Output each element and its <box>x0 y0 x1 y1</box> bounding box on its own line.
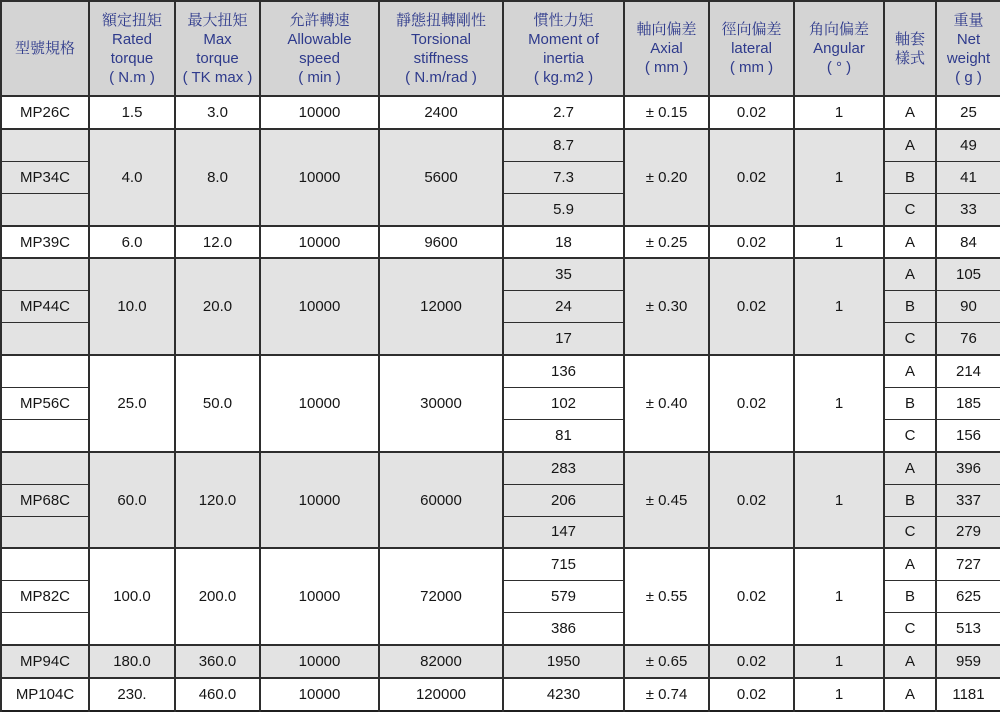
col-header-angular-line: ( ° ) <box>826 59 852 76</box>
angular-deviation-cell: 1 <box>794 355 884 452</box>
net-weight-cell: 185 <box>936 388 1000 420</box>
net-weight-cell: 49 <box>936 129 1000 161</box>
col-header-stiffness-line: Torsional <box>410 30 472 48</box>
rated-torque-cell: 60.0 <box>89 452 175 549</box>
moment-of-inertia-cell: 24 <box>503 291 624 323</box>
net-weight-cell: 727 <box>936 548 1000 580</box>
net-weight-cell: 959 <box>936 645 1000 678</box>
net-weight-cell: 25 <box>936 96 1000 129</box>
col-header-speed <box>260 1 379 96</box>
sleeve-style-cell: C <box>884 193 936 225</box>
moment-of-inertia-cell: 35 <box>503 258 624 290</box>
col-header-rated-line: torque <box>110 49 154 67</box>
moment-of-inertia-cell: 18 <box>503 226 624 259</box>
moment-of-inertia-cell: 81 <box>503 419 624 451</box>
angular-deviation-cell: 1 <box>794 96 884 129</box>
sleeve-style-cell: A <box>884 452 936 484</box>
col-header-angular-line: 角向偏差 <box>808 21 869 38</box>
model-cell: MP39C <box>1 226 89 259</box>
col-header-axial-line: Axial <box>650 40 683 57</box>
col-header-max-line: ( TK max ) <box>182 68 253 86</box>
model-cell-blank <box>1 355 89 387</box>
angular-deviation-cell: 1 <box>794 678 884 711</box>
net-weight-cell: 105 <box>936 258 1000 290</box>
net-weight-cell: 513 <box>936 613 1000 645</box>
table-row <box>1 355 1000 387</box>
col-header-weight-line: 重量 <box>953 11 984 29</box>
angular-deviation-cell: 1 <box>794 226 884 259</box>
model-cell: MP82C <box>1 581 89 613</box>
sleeve-style-cell: A <box>884 548 936 580</box>
lateral-deviation-cell: 0.02 <box>709 548 794 645</box>
lateral-deviation-cell: 0.02 <box>709 678 794 711</box>
sleeve-style-cell: C <box>884 323 936 355</box>
allowable-speed-cell: 10000 <box>260 355 379 452</box>
model-cell: MP26C <box>1 96 89 129</box>
sleeve-style-cell: A <box>884 129 936 161</box>
moment-of-inertia-cell: 579 <box>503 581 624 613</box>
lateral-deviation-cell: 0.02 <box>709 355 794 452</box>
model-cell: MP94C <box>1 645 89 678</box>
allowable-speed-cell: 10000 <box>260 678 379 711</box>
col-header-rated-line: Rated <box>111 30 153 48</box>
torsional-stiffness-cell: 30000 <box>379 355 503 452</box>
col-header-angular-line: Angular <box>813 40 865 57</box>
col-header-lateral-line: lateral <box>731 40 772 57</box>
table-row <box>1 548 1000 580</box>
col-header-max-line: torque <box>196 49 239 67</box>
moment-of-inertia-cell: 283 <box>503 452 624 484</box>
moment-of-inertia-cell: 5.9 <box>503 193 624 225</box>
model-cell-blank <box>1 516 89 548</box>
allowable-speed-cell: 10000 <box>260 548 379 645</box>
model-cell-blank <box>1 129 89 161</box>
allowable-speed-cell: 10000 <box>260 129 379 226</box>
moment-of-inertia-cell: 147 <box>503 516 624 548</box>
max-torque-cell: 50.0 <box>175 355 260 452</box>
sleeve-style-cell: A <box>884 258 936 290</box>
allowable-speed-cell: 10000 <box>260 645 379 678</box>
max-torque-cell: 3.0 <box>175 96 260 129</box>
net-weight-cell: 90 <box>936 291 1000 323</box>
col-header-weight <box>936 1 1000 96</box>
col-header-axial <box>624 1 709 96</box>
model-cell-blank <box>1 258 89 290</box>
lateral-deviation-cell: 0.02 <box>709 452 794 549</box>
col-header-speed-line: 允許轉速 <box>289 11 350 29</box>
table-row <box>1 645 1000 678</box>
col-header-inertia-line: 慣性力矩 <box>533 11 594 29</box>
model-cell-blank <box>1 323 89 355</box>
rated-torque-cell: 230. <box>89 678 175 711</box>
moment-of-inertia-cell: 206 <box>503 484 624 516</box>
header-row <box>1 1 1000 96</box>
model-cell: MP56C <box>1 388 89 420</box>
rated-torque-cell: 10.0 <box>89 258 175 355</box>
col-header-weight-line: weight <box>946 49 991 67</box>
max-torque-cell: 360.0 <box>175 645 260 678</box>
axial-deviation-cell: ± 0.40 <box>624 355 709 452</box>
angular-deviation-cell: 1 <box>794 548 884 645</box>
net-weight-cell: 625 <box>936 581 1000 613</box>
model-cell-blank <box>1 613 89 645</box>
max-torque-cell: 8.0 <box>175 129 260 226</box>
torsional-stiffness-cell: 12000 <box>379 258 503 355</box>
torsional-stiffness-cell: 9600 <box>379 226 503 259</box>
net-weight-cell: 84 <box>936 226 1000 259</box>
max-torque-cell: 120.0 <box>175 452 260 549</box>
col-header-stiffness-line: 靜態扭轉剛性 <box>395 11 486 29</box>
col-header-rated-line: ( N.m ) <box>109 68 155 86</box>
col-header-speed-line: ( min ) <box>298 68 341 86</box>
moment-of-inertia-cell: 7.3 <box>503 161 624 193</box>
col-header-axial-line: 軸向偏差 <box>636 21 697 38</box>
col-header-sleeve-line: 樣式 <box>894 49 925 67</box>
axial-deviation-cell: ± 0.55 <box>624 548 709 645</box>
moment-of-inertia-cell: 136 <box>503 355 624 387</box>
col-header-rated <box>89 1 175 96</box>
rated-torque-cell: 6.0 <box>89 226 175 259</box>
moment-of-inertia-cell: 4230 <box>503 678 624 711</box>
net-weight-cell: 33 <box>936 193 1000 225</box>
col-header-max <box>175 1 260 96</box>
sleeve-style-cell: C <box>884 613 936 645</box>
col-header-model <box>1 1 89 96</box>
model-cell: MP68C <box>1 484 89 516</box>
col-header-stiffness-line: stiffness <box>413 49 469 67</box>
col-header-axial-line: ( mm ) <box>644 59 689 76</box>
moment-of-inertia-cell: 17 <box>503 323 624 355</box>
col-header-speed-line: Allowable <box>287 30 352 48</box>
axial-deviation-cell: ± 0.20 <box>624 129 709 226</box>
sleeve-style-cell: A <box>884 355 936 387</box>
table-row <box>1 678 1000 711</box>
lateral-deviation-cell: 0.02 <box>709 129 794 226</box>
max-torque-cell: 460.0 <box>175 678 260 711</box>
col-header-rated-line: 額定扭矩 <box>101 11 162 29</box>
sleeve-style-cell: B <box>884 161 936 193</box>
lateral-deviation-cell: 0.02 <box>709 258 794 355</box>
col-header-inertia-line: inertia <box>543 49 584 67</box>
model-cell-blank <box>1 452 89 484</box>
sleeve-style-cell: B <box>884 291 936 323</box>
allowable-speed-cell: 10000 <box>260 96 379 129</box>
col-header-stiffness <box>379 1 503 96</box>
net-weight-cell: 76 <box>936 323 1000 355</box>
angular-deviation-cell: 1 <box>794 258 884 355</box>
axial-deviation-cell: ± 0.45 <box>624 452 709 549</box>
col-header-inertia <box>503 1 624 96</box>
col-header-max-line: 最大扭矩 <box>187 11 248 29</box>
net-weight-cell: 1181 <box>936 678 1000 711</box>
model-cell-blank <box>1 193 89 225</box>
net-weight-cell: 337 <box>936 484 1000 516</box>
model-cell: MP44C <box>1 291 89 323</box>
table-row <box>1 96 1000 129</box>
table-row <box>1 258 1000 290</box>
lateral-deviation-cell: 0.02 <box>709 645 794 678</box>
moment-of-inertia-cell: 102 <box>503 388 624 420</box>
table-body <box>1 96 1000 711</box>
allowable-speed-cell: 10000 <box>260 226 379 259</box>
col-header-max-line: Max <box>203 30 232 48</box>
torsional-stiffness-cell: 82000 <box>379 645 503 678</box>
rated-torque-cell: 100.0 <box>89 548 175 645</box>
torsional-stiffness-cell: 60000 <box>379 452 503 549</box>
col-header-lateral-line: ( mm ) <box>729 59 774 76</box>
angular-deviation-cell: 1 <box>794 129 884 226</box>
table-header <box>1 1 1000 96</box>
net-weight-cell: 279 <box>936 516 1000 548</box>
col-header-inertia-line: ( kg.m2 ) <box>533 68 594 86</box>
net-weight-cell: 396 <box>936 452 1000 484</box>
torsional-stiffness-cell: 2400 <box>379 96 503 129</box>
net-weight-cell: 41 <box>936 161 1000 193</box>
moment-of-inertia-cell: 386 <box>503 613 624 645</box>
model-cell-blank <box>1 548 89 580</box>
model-cell: MP34C <box>1 161 89 193</box>
col-header-sleeve <box>884 1 936 96</box>
rated-torque-cell: 1.5 <box>89 96 175 129</box>
table-row <box>1 226 1000 259</box>
sleeve-style-cell: B <box>884 388 936 420</box>
col-header-lateral-line: 徑向偏差 <box>721 21 782 38</box>
axial-deviation-cell: ± 0.65 <box>624 645 709 678</box>
allowable-speed-cell: 10000 <box>260 258 379 355</box>
model-cell: MP104C <box>1 678 89 711</box>
sleeve-style-cell: B <box>884 484 936 516</box>
angular-deviation-cell: 1 <box>794 452 884 549</box>
sleeve-style-cell: A <box>884 226 936 259</box>
table-row <box>1 129 1000 161</box>
moment-of-inertia-cell: 715 <box>503 548 624 580</box>
axial-deviation-cell: ± 0.15 <box>624 96 709 129</box>
torsional-stiffness-cell: 5600 <box>379 129 503 226</box>
col-header-weight-line: Net <box>956 30 981 48</box>
max-torque-cell: 12.0 <box>175 226 260 259</box>
torsional-stiffness-cell: 72000 <box>379 548 503 645</box>
sleeve-style-cell: A <box>884 645 936 678</box>
torsional-stiffness-cell: 120000 <box>379 678 503 711</box>
moment-of-inertia-cell: 2.7 <box>503 96 624 129</box>
sleeve-style-cell: A <box>884 96 936 129</box>
sleeve-style-cell: C <box>884 419 936 451</box>
col-header-speed-line: speed <box>299 49 340 67</box>
angular-deviation-cell: 1 <box>794 645 884 678</box>
col-header-lateral <box>709 1 794 96</box>
sleeve-style-cell: A <box>884 678 936 711</box>
col-header-stiffness-line: ( N.m/rad ) <box>405 68 477 86</box>
sleeve-style-cell: B <box>884 581 936 613</box>
axial-deviation-cell: ± 0.30 <box>624 258 709 355</box>
rated-torque-cell: 25.0 <box>89 355 175 452</box>
col-header-sleeve-line: 軸套 <box>894 30 925 48</box>
col-header-angular <box>794 1 884 96</box>
axial-deviation-cell: ± 0.74 <box>624 678 709 711</box>
moment-of-inertia-cell: 1950 <box>503 645 624 678</box>
col-header-inertia-line: Moment of <box>528 30 599 48</box>
rated-torque-cell: 180.0 <box>89 645 175 678</box>
net-weight-cell: 214 <box>936 355 1000 387</box>
model-cell-blank <box>1 419 89 451</box>
moment-of-inertia-cell: 8.7 <box>503 129 624 161</box>
net-weight-cell: 156 <box>936 419 1000 451</box>
col-header-weight-line: ( g ) <box>955 68 982 86</box>
rated-torque-cell: 4.0 <box>89 129 175 226</box>
lateral-deviation-cell: 0.02 <box>709 96 794 129</box>
allowable-speed-cell: 10000 <box>260 452 379 549</box>
col-header-model-line: 型號規格 <box>14 40 75 57</box>
lateral-deviation-cell: 0.02 <box>709 226 794 259</box>
axial-deviation-cell: ± 0.25 <box>624 226 709 259</box>
sleeve-style-cell: C <box>884 516 936 548</box>
max-torque-cell: 200.0 <box>175 548 260 645</box>
table-row <box>1 452 1000 484</box>
max-torque-cell: 20.0 <box>175 258 260 355</box>
